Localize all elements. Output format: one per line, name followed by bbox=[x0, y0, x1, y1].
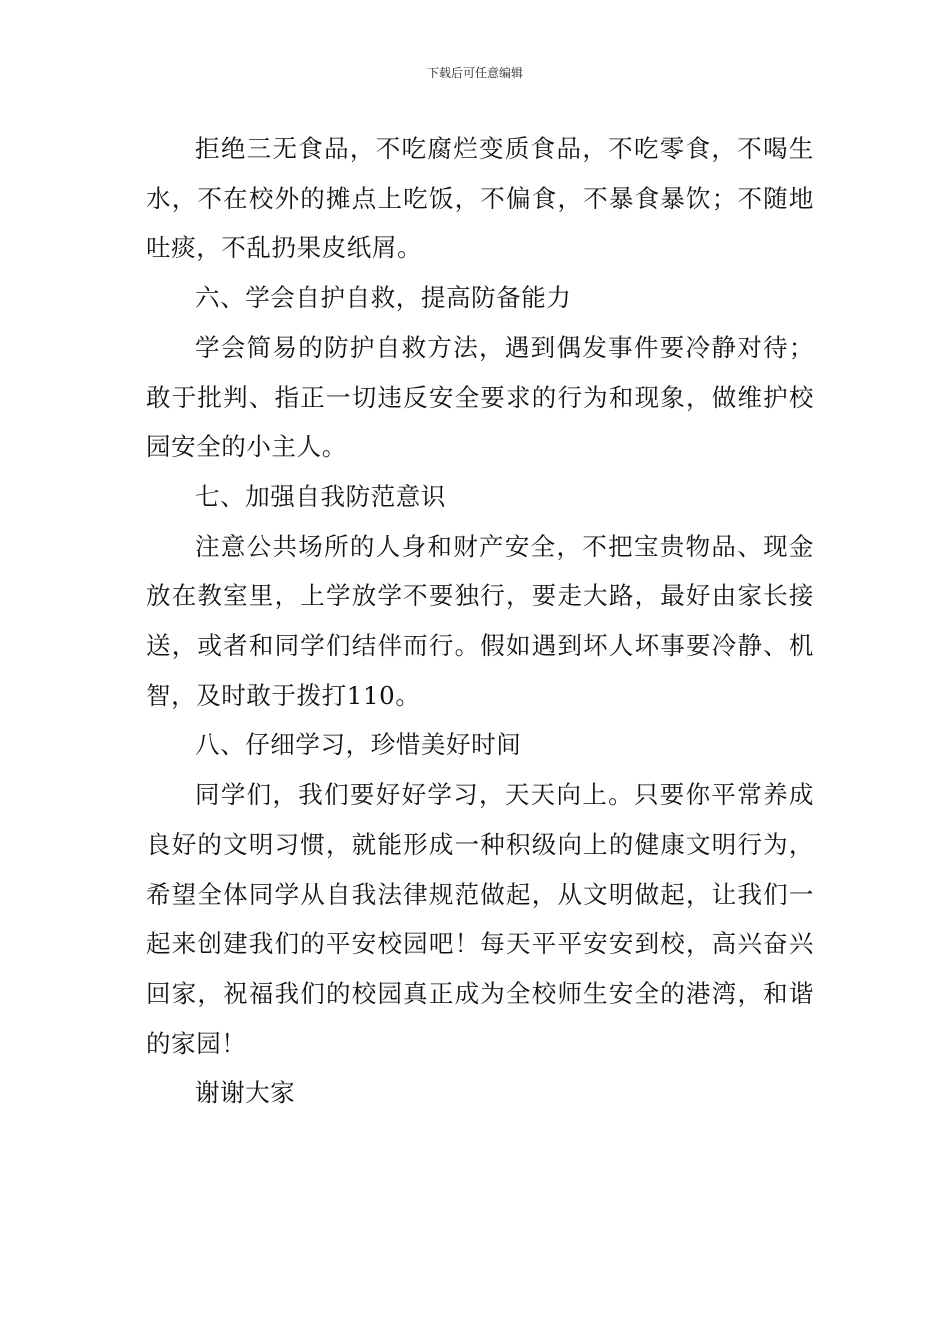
section-heading-7: 七、加强自我防范意识 bbox=[195, 481, 446, 511]
page-header-note: 下载后可任意编辑 bbox=[426, 66, 523, 80]
closing-thanks: 谢谢大家 bbox=[195, 1078, 296, 1108]
paragraph-study: 同学们，我们要好好学习，天天向上。只要你平常养成良好的文明习惯，就能形成一种积级向上的健康文明行为，希望全体同学从自我法律规范做起，从文明做起，让我们一起来创建我们的平安校园吧！每天平平安安到校，高兴奋兴回家，祝福我们的校园真正成为全校师生安全的港湾，和谐的家园！ bbox=[146, 780, 814, 1058]
section-heading-8: 八、仔细学习，珍惜美好时间 bbox=[195, 730, 522, 760]
paragraph-self-protection: 注意公共场所的人身和财产安全，不把宝贵物品、现金放在教室里，上学放学不要独行，要走大路，最好由家长接送，或者和同学们结伴而行。假如遇到坏人坏事要冷静、机智，及时敢于拨打110。 bbox=[146, 531, 814, 710]
section-heading-6: 六、学会自护自救，提高防备能力 bbox=[195, 283, 572, 313]
paragraph-food-safety: 拒绝三无食品，不吃腐烂变质食品，不吃零食，不喝生水，不在校外的摊点上吃饭，不偏食，不暴食暴饮；不随地吐痰，不乱扔果皮纸屑。 bbox=[146, 134, 814, 263]
document-body bbox=[146, 124, 814, 1118]
paragraph-self-rescue: 学会简易的防护自救方法，遇到偶发事件要冷静对待；敢于批判、指正一切违反安全要求的行为和现象，做维护校园安全的小主人。 bbox=[146, 332, 814, 462]
